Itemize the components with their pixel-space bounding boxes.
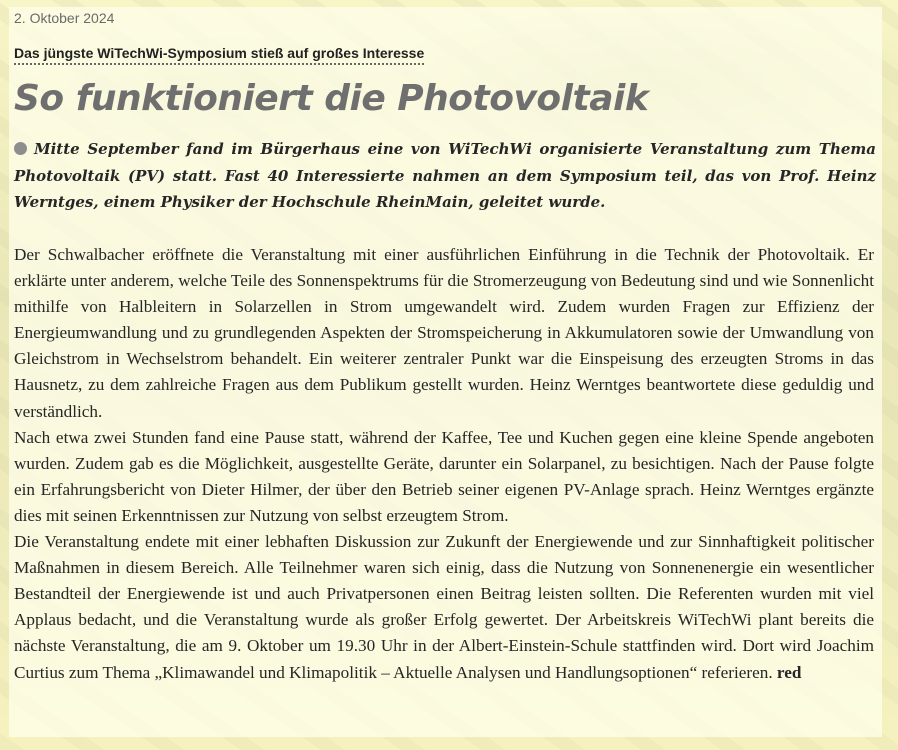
article-headline: So funktioniert die Photovoltaik bbox=[14, 78, 649, 119]
article-paragraph-text: Die Veranstaltung endete mit einer lebhaften Diskussion zur Zukunft der Energiewende und zur Sinnhaftigkeit politischer Maßnahmen in diesem Bereich. Alle Teilnehmer waren sich einig, dass die Nutzung von Sonnenenergie ein wesentlicher Bestandteil der Energiewende ist und auch Privatpersonen einen Beitrag leisten sollten. Die Referenten wurden mit viel Applaus bedacht, und die Veranstaltung wurde als großer Erfolg gewertet. Der Arbeitskreis WiTechWi plant bereits die nächste Veranstaltung, die am 9. Oktober um 19.30 Uhr in der Albert-Einstein-Schule stattfinden wird. Dort wird Joachim Curtius zum Thema „Klimawandel und Klimapolitik – Aktuelle Analysen und Handlungsoptionen“ referieren. bbox=[14, 532, 874, 682]
article-date: 2. Oktober 2024 bbox=[14, 10, 115, 26]
article-lead bbox=[14, 136, 876, 216]
article-body bbox=[14, 242, 874, 686]
article-lead-text: Mitte September fand im Bürgerhaus eine von WiTechWi organisierte Veranstaltung zum Thema Photovoltaik (PV) statt. Fast 40 Interessierte nahmen an dem Symposium teil, das von Prof. Heinz Werntges, einem Physiker der Hochschule RheinMain, geleitet wurde. bbox=[14, 140, 876, 211]
article-paragraph: Nach etwa zwei Stunden fand eine Pause statt, während der Kaffee, Tee und Kuchen gegen eine kleine Spende angeboten wurden. Zudem gab es die Möglichkeit, ausgestellte Geräte, darunter ein Solarpanel, zu besichtigen. Nach der Pause folgte ein Erfahrungsbericht von Dieter Hilmer, der über den Betrieb seiner eigenen PV-Anlage sprach. Heinz Werntges ergänzte dies mit seinen Erkenntnissen zur Nutzung von selbst erzeugtem Strom. bbox=[14, 427, 874, 525]
article-paragraph bbox=[14, 529, 874, 686]
article-paragraph: Der Schwalbacher eröffnete die Veranstaltung mit einer ausführlichen Einführung in die Technik der Photovoltaik. Er erklärte unter anderem, welche Teile des Sonnenspektrums für die Stromerzeugung von Bedeutung sind und wie Sonnenlicht mithilfe von Halbleitern in Solarzellen in Strom umgewandelt wird. Zudem wurden Fragen zur Effizienz der Energieumwandlung und zu grundlegenden Aspekten der Stromspeicherung in Akkumulatoren sowie der Umwandlung von Gleichstrom in Wechselstrom behandelt. Ein weiterer zentraler Punkt war die Einspeisung des erzeugten Stroms in das Hausnetz, zu dem zahlreiche Fragen aus dem Publikum gestellt wurden. Heinz Werntges beantwortete diese geduldig und verständlich. bbox=[14, 245, 874, 421]
author-signature: red bbox=[776, 662, 802, 682]
article-kicker: Das jüngste WiTechWi-Symposium stieß auf großes Interesse bbox=[14, 45, 424, 65]
bullet-dot-icon bbox=[14, 142, 27, 155]
